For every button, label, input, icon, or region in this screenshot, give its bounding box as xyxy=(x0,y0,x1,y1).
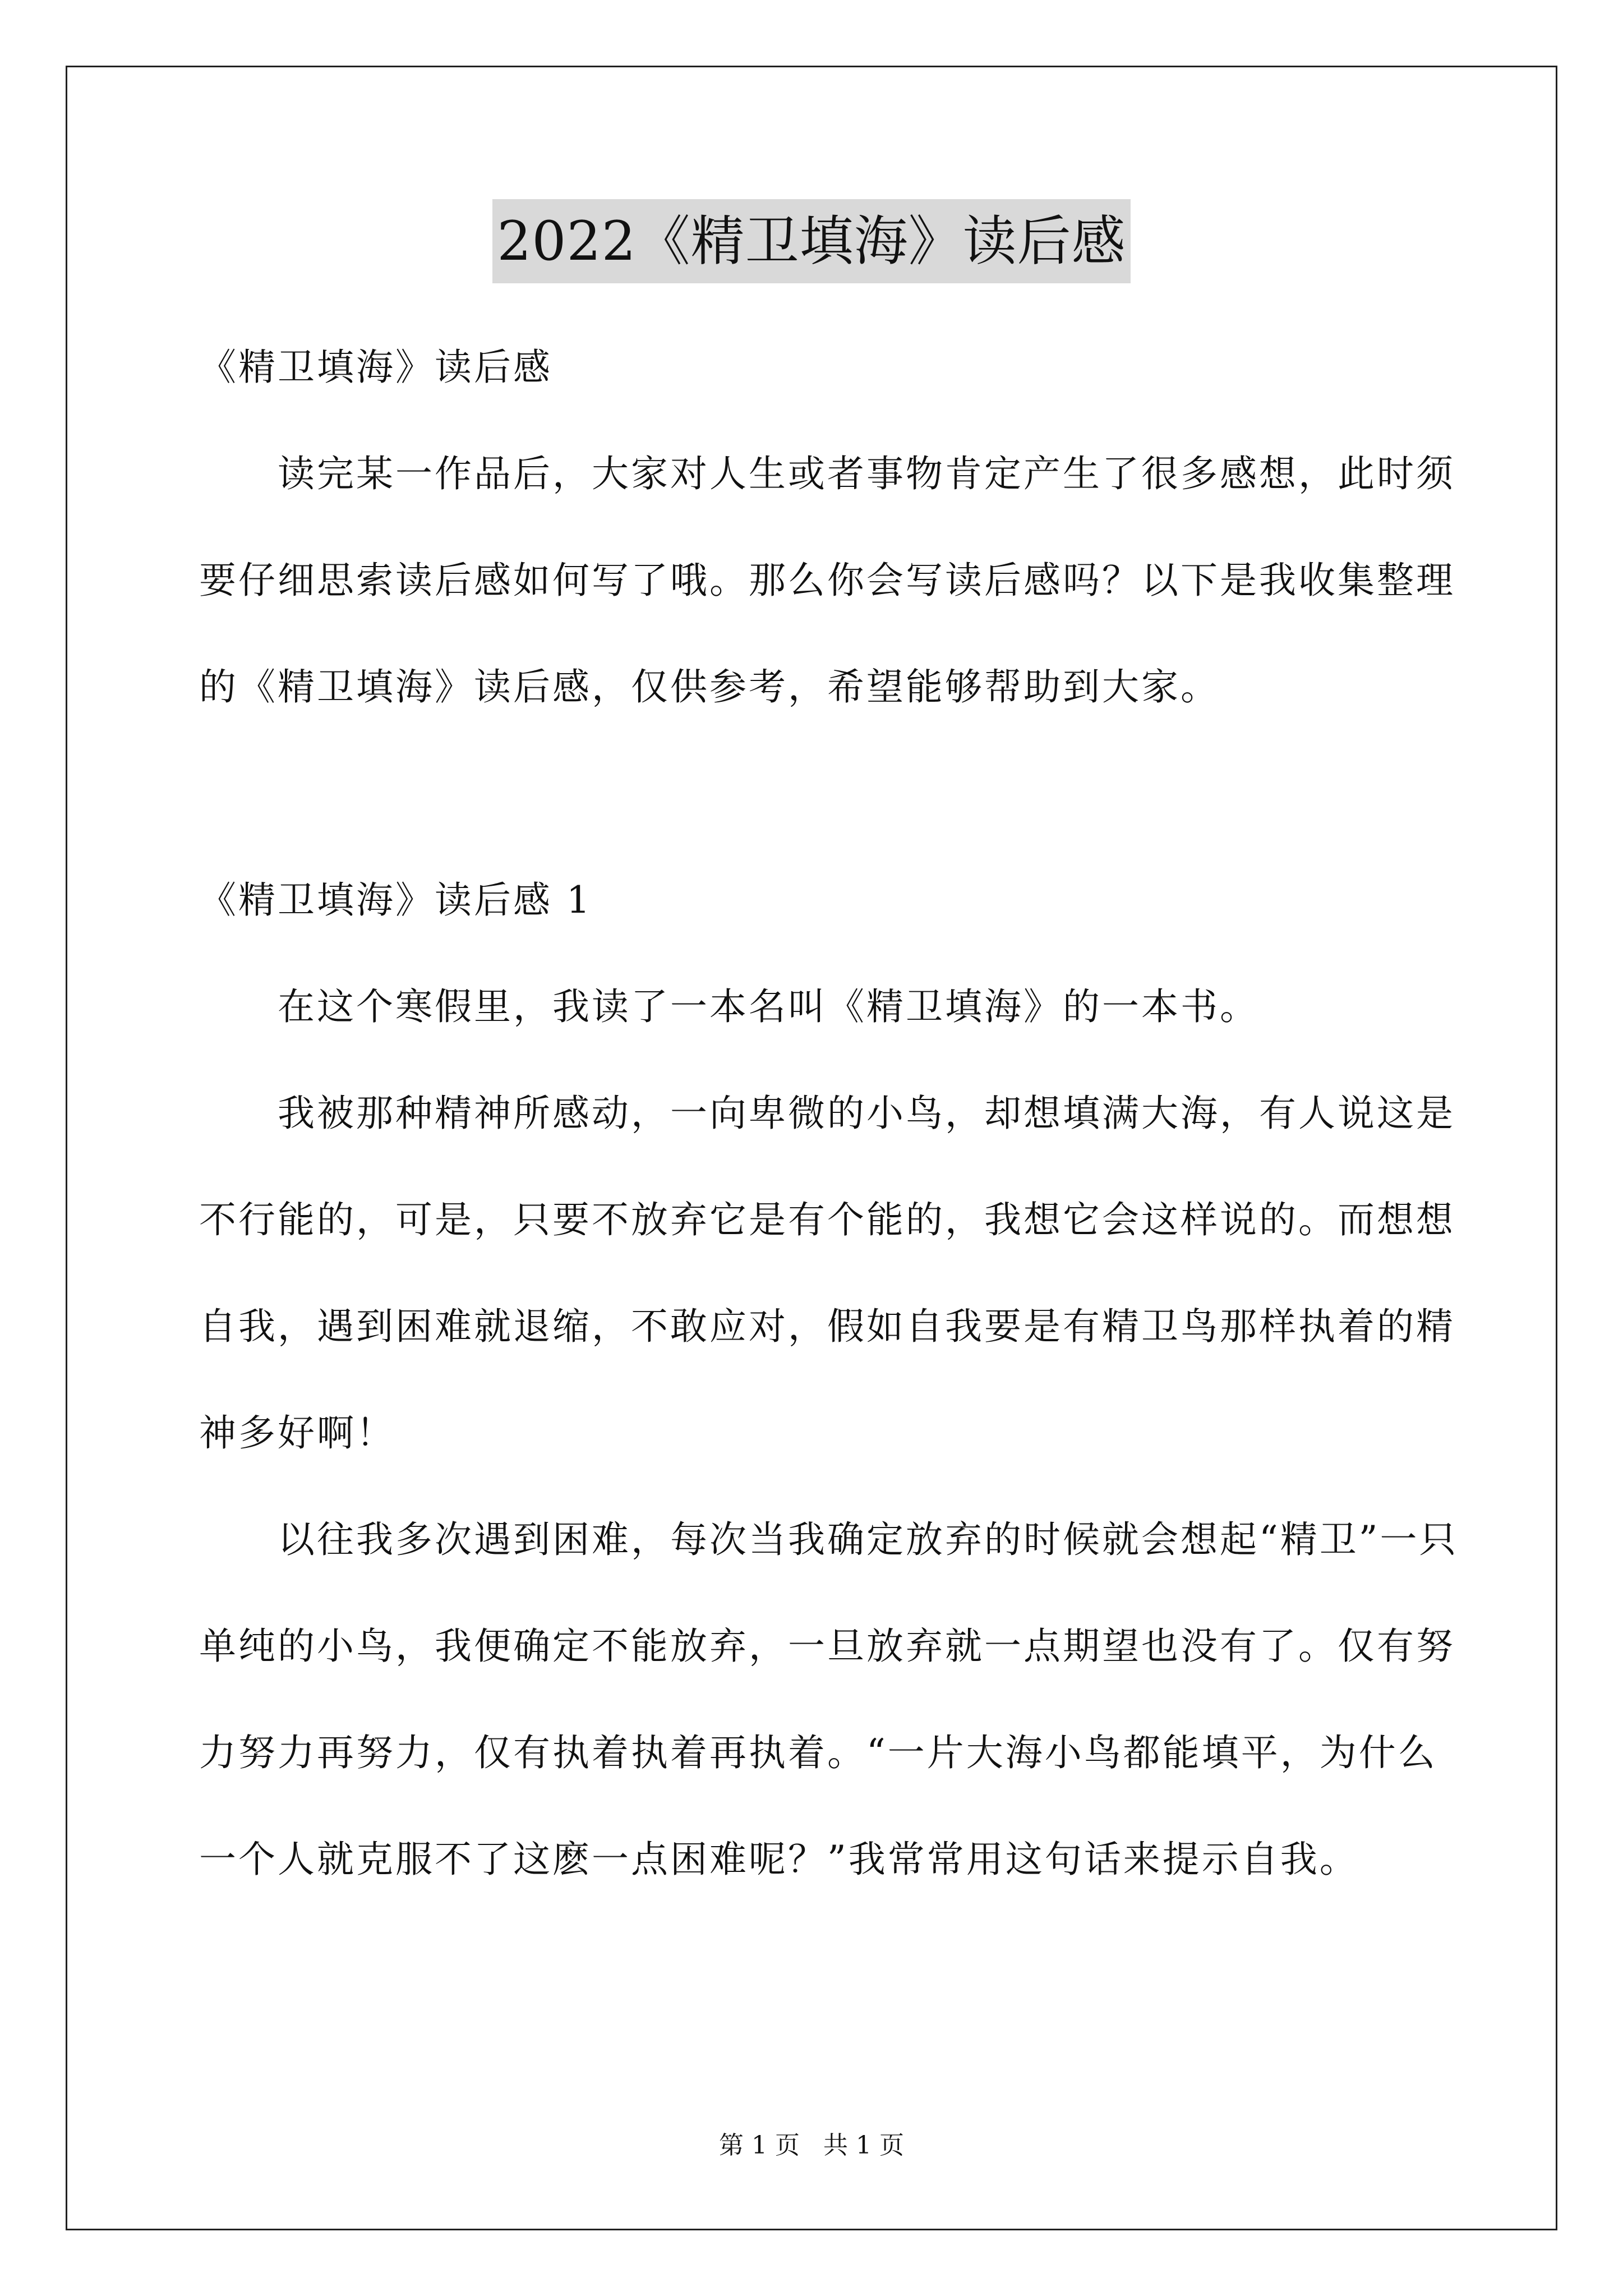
total-pages: 共 1 页 xyxy=(823,2131,904,2160)
intro-paragraph: 读完某一作品后，大家对人生或者事物肯定产生了很多感想，此时须要仔细思索读后感如何写了哦。那么你会写读后感吗？以下是我收集整理的《精卫填海》读后感，仅供参考，希望能够帮助到大家。 xyxy=(199,452,1455,708)
page-number: 第 1 页 xyxy=(719,2131,800,2160)
intro-heading: 《精卫填海》读后感 xyxy=(199,346,552,389)
document-title: 2022《精卫填海》读后感 xyxy=(492,199,1130,283)
title-container xyxy=(0,199,1623,283)
paragraph-1: 在这个寒假里，我读了一本名叫《精卫填海》的一本书。 xyxy=(278,985,1259,1028)
page-footer xyxy=(0,2129,1623,2162)
section-heading: 《精卫填海》读后感 1 xyxy=(199,878,592,922)
paragraph-2: 我被那种精神所感动，一向卑微的小鸟，却想填满大海，有人说这是不行能的，可是，只要不放弃它是有个能的，我想它会这样说的。而想想自我，遇到困难就退缩，不敢应对，假如自我要是有精卫鸟那样执着的精神多好啊！ xyxy=(199,1092,1455,1455)
document-body xyxy=(199,314,1467,1913)
paragraph-3: 以往我多次遇到困难，每次当我确定放弃的时候就会想起“精卫”一只单纯的小鸟，我便确定不能放弃，一旦放弃就一点期望也没有了。仅有努力努力再努力，仅有执着执着再执着。“一片大海小鸟都能填平，为什么一个人就克服不了这麽一点困难呢？”我常常用这句话来提示自我。 xyxy=(199,1518,1459,1881)
